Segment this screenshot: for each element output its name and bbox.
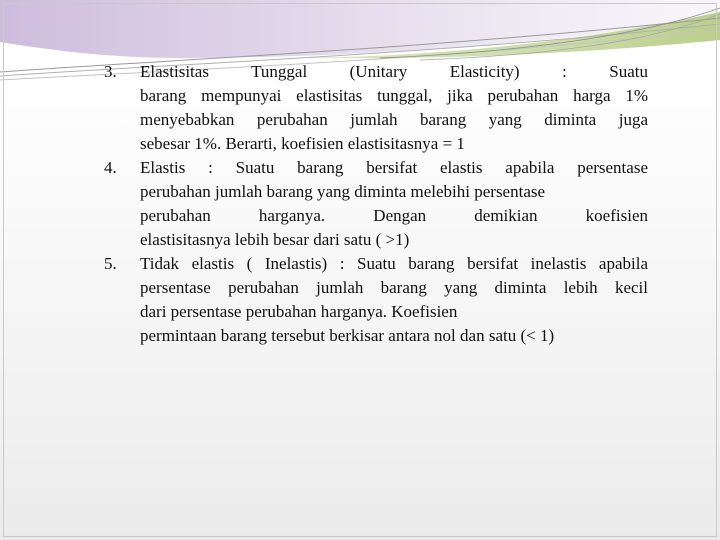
list-item-number: 3. bbox=[104, 62, 117, 81]
list-item bbox=[104, 156, 648, 252]
list-item bbox=[104, 60, 648, 156]
text-line: permintaan barang tersebut berkisar antara nol dan satu (< 1) bbox=[140, 326, 555, 345]
text-line: barang mempunyai elastisitas tunggal, jika perubahan harga 1% bbox=[140, 86, 648, 105]
list-item-number: 4. bbox=[104, 158, 117, 177]
text-line: persentase perubahan jumlah barang yang diminta lebih kecil bbox=[140, 278, 648, 297]
text-line: elastisitasnya lebih besar dari satu ( >1) bbox=[140, 230, 410, 249]
text-line: sebesar 1%. Berarti, koefisien elastisitasnya = 1 bbox=[140, 134, 465, 153]
list-item-text bbox=[140, 252, 648, 348]
list-item-text bbox=[140, 60, 648, 156]
list-item-number: 5. bbox=[104, 254, 117, 273]
text-line: Elastis : Suatu barang bersifat elastis apabila persentase bbox=[140, 158, 648, 177]
text-line: perubahan harganya. Dengan demikian koefisien bbox=[140, 206, 648, 225]
list-item-text bbox=[140, 156, 648, 252]
list-item bbox=[104, 252, 648, 348]
text-line: perubahan jumlah barang yang diminta melebihi persentase bbox=[140, 182, 546, 201]
numbered-list bbox=[104, 60, 648, 348]
text-line: menyebabkan perubahan jumlah barang yang diminta juga bbox=[140, 110, 648, 129]
text-line: dari persentase perubahan harganya. Koefisien bbox=[140, 302, 458, 321]
text-line: Tidak elastis ( Inelastis) : Suatu barang bersifat inelastis apabila bbox=[140, 254, 648, 273]
text-line: Elastisitas Tunggal (Unitary Elasticity) : Suatu bbox=[140, 62, 648, 81]
